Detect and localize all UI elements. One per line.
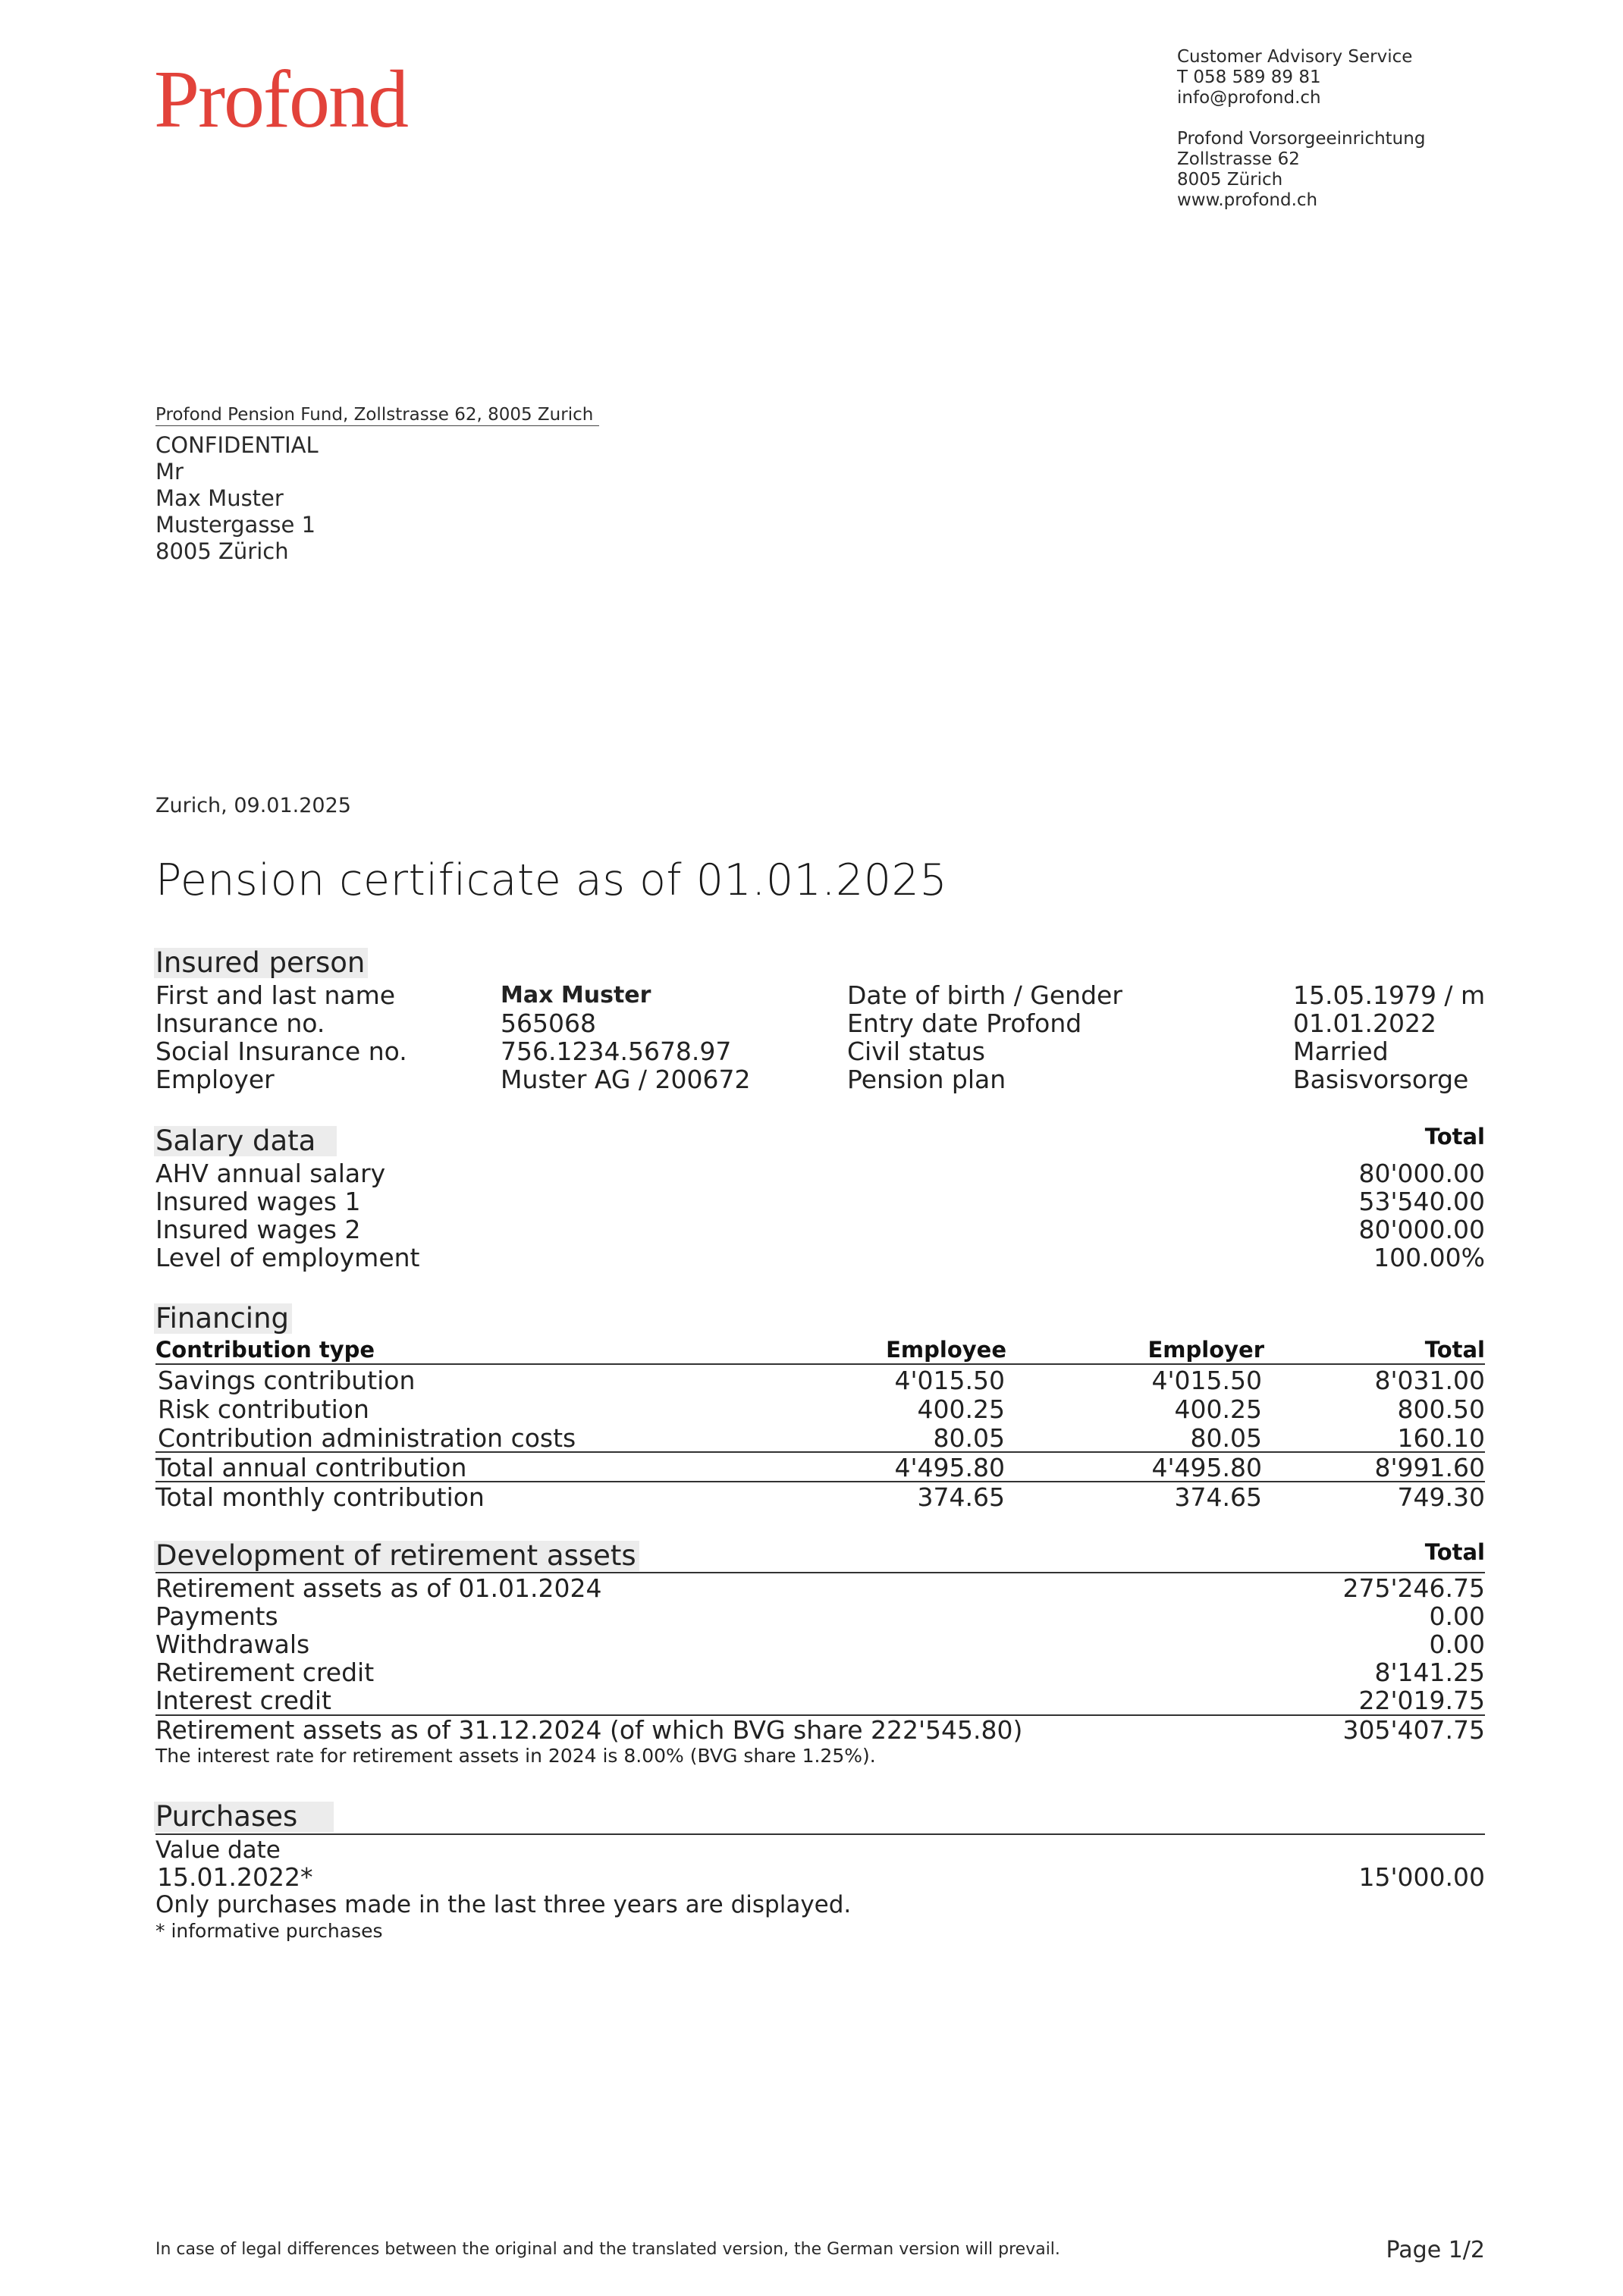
salary-total-header: Total bbox=[1424, 1124, 1485, 1150]
value-pension-plan: Basisvorsorge bbox=[1293, 1065, 1469, 1094]
contact-website: www.profond.ch bbox=[1177, 190, 1318, 210]
financing-total-value: 800.50 bbox=[1397, 1394, 1485, 1424]
financing-total-value: 8'991.60 bbox=[1374, 1453, 1485, 1482]
salary-label: Level of employment bbox=[155, 1243, 420, 1272]
label-insurance-no: Insurance no. bbox=[155, 1008, 325, 1038]
contact-block bbox=[1177, 47, 1425, 211]
page-title: Pension certificate as of 01.01.2025 bbox=[155, 855, 948, 905]
salary-value: 80'000.00 bbox=[1358, 1159, 1485, 1188]
salary-value: 100.00% bbox=[1373, 1243, 1485, 1272]
contact-email: info@profond.ch bbox=[1177, 88, 1321, 108]
financing-employee-value: 4'495.80 bbox=[894, 1453, 1005, 1482]
financing-employee-value: 80.05 bbox=[933, 1423, 1005, 1453]
retirement-row-value: 0.00 bbox=[1429, 1629, 1485, 1659]
recipient-name: Max Muster bbox=[155, 485, 284, 511]
retirement-row-value: 22'019.75 bbox=[1358, 1686, 1485, 1715]
recipient-street: Mustergasse 1 bbox=[155, 512, 316, 538]
spacer bbox=[1177, 108, 1425, 129]
profond-logo: Profond bbox=[154, 55, 407, 145]
label-pension-plan: Pension plan bbox=[847, 1065, 1006, 1094]
retirement-row-label: Retirement credit bbox=[155, 1658, 375, 1687]
value-insurance-no: 565068 bbox=[501, 1008, 596, 1038]
purchase-amount: 15'000.00 bbox=[1358, 1862, 1485, 1892]
employer-header: Employer bbox=[1147, 1337, 1264, 1363]
value-date-label: Value date bbox=[155, 1836, 281, 1864]
retirement-assets-heading: Development of retirement assets bbox=[154, 1541, 639, 1571]
financing-total-header: Total bbox=[1424, 1337, 1485, 1363]
salary-label: Insured wages 1 bbox=[155, 1187, 361, 1216]
value-civil-status: Married bbox=[1293, 1037, 1389, 1066]
salutation: Mr bbox=[155, 459, 184, 485]
value-entry-date: 01.01.2022 bbox=[1293, 1008, 1436, 1038]
retirement-row-label: Payments bbox=[155, 1601, 278, 1631]
recipient-address bbox=[155, 432, 319, 565]
purchase-date: 15.01.2022* bbox=[157, 1862, 313, 1892]
retirement-final-value: 305'407.75 bbox=[1342, 1715, 1485, 1745]
contact-line: Zollstrasse 62 bbox=[1177, 149, 1300, 169]
label-birth-gender: Date of birth / Gender bbox=[847, 980, 1122, 1010]
retirement-row-label: Interest credit bbox=[155, 1686, 331, 1715]
value-name: Max Muster bbox=[501, 982, 651, 1008]
value-employer: Muster AG / 200672 bbox=[501, 1065, 751, 1094]
label-entry-date: Entry date Profond bbox=[847, 1008, 1082, 1038]
retirement-row-value: 8'141.25 bbox=[1374, 1658, 1485, 1687]
employee-header: Employee bbox=[886, 1337, 1006, 1363]
financing-monthly-label: Total monthly contribution bbox=[155, 1482, 485, 1512]
financing-employee-value: 374.65 bbox=[917, 1482, 1005, 1512]
page-number: Page 1/2 bbox=[1386, 2237, 1485, 2263]
contact-phone: T 058 589 89 81 bbox=[1177, 67, 1321, 87]
financing-row-label: Contribution administration costs bbox=[158, 1423, 576, 1453]
financing-annual-label: Total annual contribution bbox=[155, 1453, 467, 1482]
interest-rate-note: The interest rate for retirement assets in 2024 is 8.00% (BVG share 1.25%). bbox=[155, 1745, 876, 1767]
purchases-heading: Purchases bbox=[154, 1802, 334, 1832]
contact-line: 8005 Zürich bbox=[1177, 170, 1283, 190]
value-social-insurance: 756.1234.5678.97 bbox=[501, 1037, 732, 1066]
contact-line: Profond Vorsorgeeinrichtung bbox=[1177, 129, 1426, 149]
salary-data-heading: Salary data bbox=[154, 1126, 337, 1156]
retirement-final-label: Retirement assets as of 31.12.2024 (of which BVG share 222'545.80) bbox=[155, 1715, 1023, 1745]
retirement-row-label: Withdrawals bbox=[155, 1629, 310, 1659]
financing-employer-value: 80.05 bbox=[1190, 1423, 1262, 1453]
contact-line: Customer Advisory Service bbox=[1177, 47, 1413, 67]
retirement-row-value: 0.00 bbox=[1429, 1601, 1485, 1631]
financing-employer-value: 4'495.80 bbox=[1151, 1453, 1262, 1482]
divider bbox=[155, 1363, 1485, 1365]
label-name: First and last name bbox=[155, 980, 396, 1010]
salary-label: AHV annual salary bbox=[155, 1159, 386, 1188]
financing-heading: Financing bbox=[154, 1303, 292, 1334]
value-birth-gender: 15.05.1979 / m bbox=[1293, 980, 1486, 1010]
financing-employee-value: 4'015.50 bbox=[894, 1366, 1005, 1395]
insured-person-heading: Insured person bbox=[154, 948, 368, 978]
salary-value: 80'000.00 bbox=[1358, 1215, 1485, 1244]
salary-label: Insured wages 2 bbox=[155, 1215, 361, 1244]
retirement-total-header: Total bbox=[1424, 1539, 1485, 1565]
informative-purchases-note: * informative purchases bbox=[155, 1920, 383, 1942]
confidential-label: CONFIDENTIAL bbox=[155, 432, 319, 458]
recipient-city: 8005 Zürich bbox=[155, 538, 289, 564]
financing-total-value: 749.30 bbox=[1397, 1482, 1485, 1512]
financing-row-label: Risk contribution bbox=[158, 1394, 369, 1424]
retirement-row-label: Retirement assets as of 01.01.2024 bbox=[155, 1573, 602, 1603]
financing-employer-value: 4'015.50 bbox=[1151, 1366, 1262, 1395]
purchases-note: Only purchases made in the last three years are displayed. bbox=[155, 1891, 852, 1918]
retirement-row-value: 275'246.75 bbox=[1342, 1573, 1485, 1603]
financing-total-value: 8'031.00 bbox=[1374, 1366, 1485, 1395]
salary-value: 53'540.00 bbox=[1358, 1187, 1485, 1216]
financing-employer-value: 400.25 bbox=[1174, 1394, 1262, 1424]
label-civil-status: Civil status bbox=[847, 1037, 985, 1066]
contribution-type-header: Contribution type bbox=[155, 1337, 375, 1363]
financing-row-label: Savings contribution bbox=[158, 1366, 416, 1395]
label-employer: Employer bbox=[155, 1065, 275, 1094]
place-date: Zurich, 09.01.2025 bbox=[155, 794, 351, 817]
divider bbox=[155, 1833, 1485, 1835]
financing-employee-value: 400.25 bbox=[917, 1394, 1005, 1424]
sender-address-line: Profond Pension Fund, Zollstrasse 62, 8005 Zurich bbox=[155, 405, 599, 426]
financing-employer-value: 374.65 bbox=[1174, 1482, 1262, 1512]
legal-footer-note: In case of legal differences between the original and the translated version, the German version will prevail. bbox=[155, 2240, 1060, 2259]
label-social-insurance: Social Insurance no. bbox=[155, 1037, 407, 1066]
financing-total-value: 160.10 bbox=[1397, 1423, 1485, 1453]
